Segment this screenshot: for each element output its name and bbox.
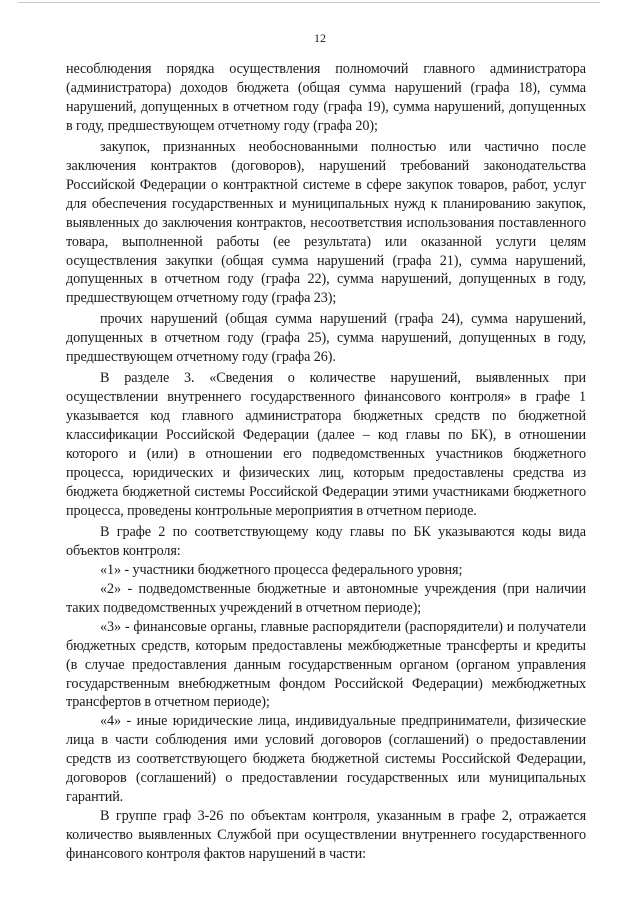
paragraph-administrator-revenues: несоблюдения порядка осуществления полномочий главного администратора (администратора) доходов бюджета (общая сумма нарушений (графа 18), сумма нарушений, допущенных в отчетном году (графа 19), сумма нарушений, допущенных в году, предшествующем отчетному году (графа 20); [66,61,586,134]
paragraph-section-3: В разделе 3. «Сведения о количестве нарушений, выявленных при осуществлении внутреннего государственного финансового контроля» в графе 1 указывается код главного администратора бюджетных средств по бюджетной классификации Российской Федерации (далее – код главы по БК), в отношении которого и (или) в отношении его подведомственных участников бюджетного процесса, юридических и физических лиц, которым предоставлены средства из бюджета бюджетной системы Российской Федерации этими участниками бюджетного процесса, проведены контрольные мероприятия в отчетном периоде. [66,370,586,519]
page-top-border [18,2,600,3]
paragraph-column-2: В графе 2 по соответствующему коду главы по БК указываются коды вида объектов контроля: [66,523,586,559]
paragraph-columns-3-26: В группе граф 3-26 по объектам контроля, указанным в графе 2, отражается количество выявленных Службой при осуществлении внутреннего государственного финансового контроля фактов нарушений в части: [66,808,586,863]
list-item-code-3: «3» - финансовые органы, главные распорядители (распорядители) и получатели бюджетных средств, которым предоставлены межбюджетные трансферты и кредиты (в случае предоставления данным государственным органом (органом управления государственным внебюджетным фондом Российской Федерации) межбюджетных трансфертов в отчетном периоде); [66,618,586,711]
document-body [66,60,586,864]
paragraph-procurement-violations: закупок, признанных необоснованными полностью или частично после заключения контрактов (договоров), нарушений требований законодательства Российской Федерации о контрактной системе в сфере закупок товаров, работ, услуг для обеспечения государственных и муниципальных нужд к планированию закупок, выявленных до заключения контрактов, несоответствия использования поставленного товара, выполненной работы (ее результата) или оказанной услуги целям осуществления закупки (общая сумма нарушений (графа 21), сумма нарушений, допущенных в отчетном году (графа 22), сумма нарушений, допущенных в году, предшествующем отчетному году (графа 23); [66,138,586,307]
page-number: 12 [314,31,326,45]
list-item-code-1: «1» - участники бюджетного процесса федерального уровня; [100,561,463,578]
paragraph-other-violations: прочих нарушений (общая сумма нарушений (графа 24), сумма нарушений, допущенных в отчетном году (графа 25), сумма нарушений, допущенных в году, предшествующем отчетному году (графа 26). [66,311,586,366]
list-item-code-2: «2» - подведомственные бюджетные и автономные учреждения (при наличии таких подведомственных учреждений в отчетном периоде); [66,580,586,616]
list-item-code-4: «4» - иные юридические лица, индивидуальные предприниматели, физические лица в части соблюдения ими условий договоров (соглашений) о предоставлении средств из соответствующего бюджета бюджетной системы Российской Федерации, договоров (соглашений) о предоставлении государственных или муниципальных гарантий. [66,713,586,806]
